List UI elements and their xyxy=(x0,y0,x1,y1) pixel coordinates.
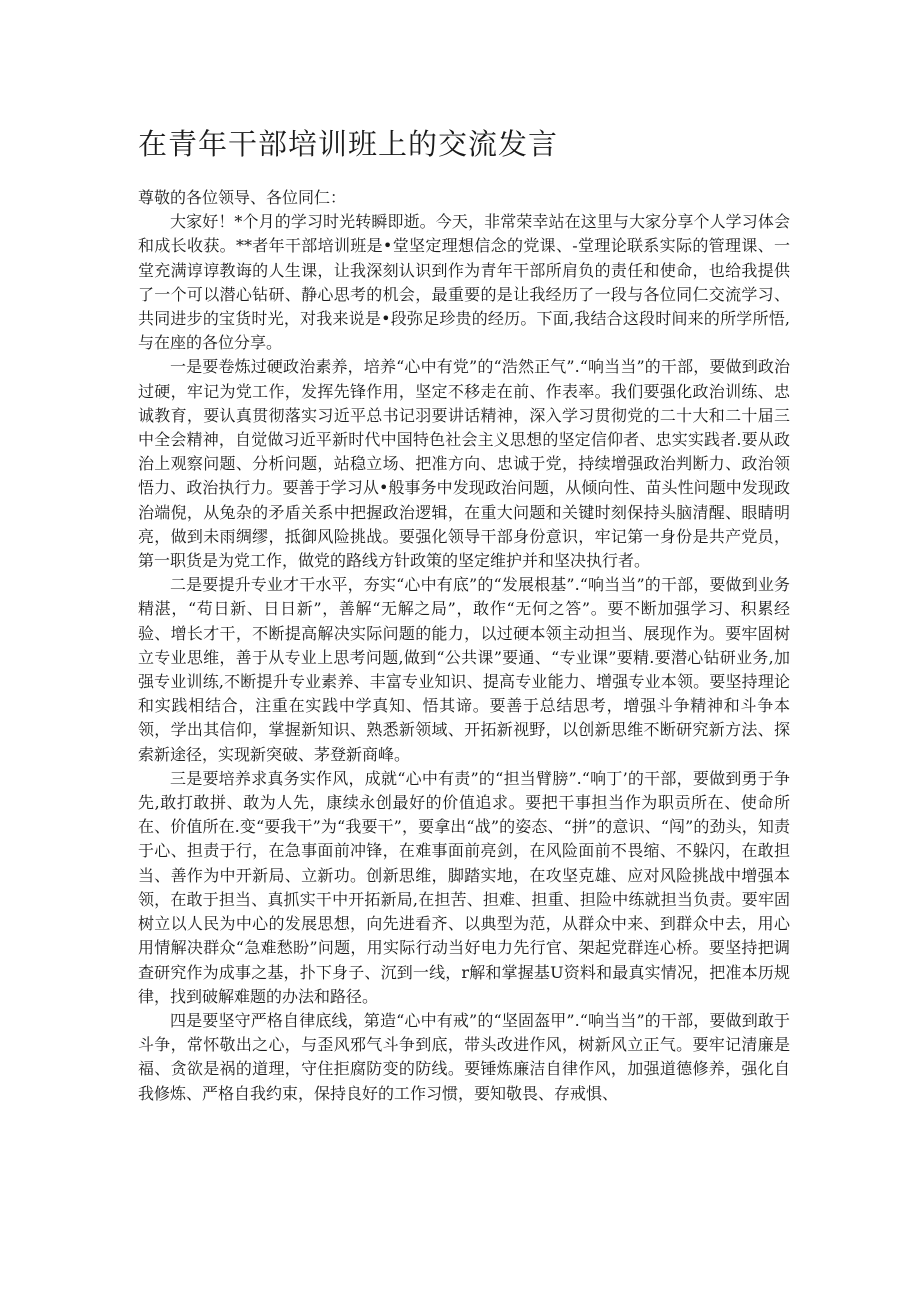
document-title: 在青年干部培训班上的交流发言 xyxy=(138,127,559,161)
paragraph-point-three: 三是要培养求真务实作风，成就“心中有责”的“担当臂膀”.“响丁’的干部，要做到勇于争先,敢打敢拼、敢为人先，康续永创最好的价值追求。要把干事担当作为职贡所在、使命所在、价值所在.变“要我干”为“我要干”，要拿出“战”的姿态、“拼”的意识、“闯”的劲头，知责于心、担责于行，在急事面前冲锋，在难事面前亮剑，在风险面前不畏缩、不躲闪，在敢担当、善作为中开新局、立新功。创新思维，脚踏实地，在攻坚克雄、应对风险挑战中增强本领，在敢于担当、真抓实干中开拓新局,在担苦、担难、担重、担险中练就担当负责。要牢固树立以人民为中心的发展思想，向先进看齐、以典型为范，从群众中来、到群众中去，用心用情解决群众“急难愁盼”问题，用实际行动当好电力先行官、架起党群连心桥。要坚持把调查研究作为成事之基，扑下身子、沉到一线，r解和掌握基U资料和最真实情况，把准本历规律，找到破解难题的办法和路径。 xyxy=(138,768,790,1006)
paragraph-intro: 大家好！*个月的学习时光转瞬即逝。今天，非常荣幸站在这里与大家分享个人学习体会和成长收获。**者年干部培训班是•堂坚定理想信念的党课、-堂理论联系实际的管理课、一堂充满谆谆教诲的人生课，让我深刻认识到作为青年干部所肩负的责任和使命，也给我提供了一个可以潜心钻研、静心思考的机会，最重要的是让我经历了一段与各位同仁交流学习、共同进步的宝货时光，对我来说是•段弥足珍贵的经历。下面,我结合这段时间来的所学所悟,与在座的各位分享。 xyxy=(138,212,790,353)
salutation: 尊敬的各位领导、各位同仁： xyxy=(138,188,347,207)
paragraph-point-one: 一是要卷炼过硬政治素养，培养“心中有党”的“浩然正气”.“响当当”的干部，要做到政治过硬，牢记为党工作，发挥先锋作用，坚定不移走在前、作表率。我们要强化政治训练、忠诚教育，要认真贯彻落实习近平总书记羽要讲话精神，深入学习贯彻党的二十大和二十届三中全会精神，自觉做习近平新时代中国特色社会主义思想的坚定信仰者、忠实实践者.要从政治上观察问题、分析问题，站稳立场、把准方向、忠诚于党，持续增强政治判断力、政治领悟力、政治执行力。要善于学习从•般事务中发现政治问题，从倾向性、苗头性问题中发现政治端倪，从兔杂的矛盾关系中把握政治逻辑，在重大问题和关键时刻保持头脑清醒、眼睛明亮，做到未雨绸缪，抵御风险挑战。要强化领导干部身份意识，牢记第一身份是共产党员，第一职货是为党工作，做党的路线方针政策的坚定维护并和坚决执行者。 xyxy=(138,357,790,571)
paragraph-point-two: 二是要提升专业才干水平，夯实“心中有底”的“发展根基”.“响当当”的干部，要做到业务精湛，“苟日新、日日新”，善解“无解之局”，敢作“无何之答”。要不断加强学习、积累经验、增长才干，不断提高解决实际问题的能力，以过硬本领主动担当、展现作为。要牢固树立专业思维，善于从专业上思考问题,做到“公共课”要通、“专业课”要精.要潜心钻研业务,加强专业训练,不断提升专业素养、丰富专业知识、提高专业能力、增强专业本领。要坚持理论和实践相结合，注重在实践中学真知、悟其谛。要善于总结思考，增强斗争精神和斗争本领，学出其信仰，掌握新知识、熟悉新领域、开拓新视野，以创新思维不断研究新方法、探索新途径，实现新突破、茅登新商峰。 xyxy=(138,575,790,764)
paragraph-point-four: 四是要坚守严格自律底线，第造“心中有戒”的“坚固盔甲”.“响当当”的干部，要做到敢于斗争，常怀敬出之心，与歪风邪气斗争到底，带头改进作风，树新风立正气。要牢记清廉是福、贪欲是祸的道理，守住拒腐防变的防线。要锤炼廉洁自律作风，加强道德修养，强化自我修炼、严格自我约束，保持良好的工作习惯，要知敬畏、存戒惧、 xyxy=(138,1010,790,1103)
document-body xyxy=(138,186,790,1106)
